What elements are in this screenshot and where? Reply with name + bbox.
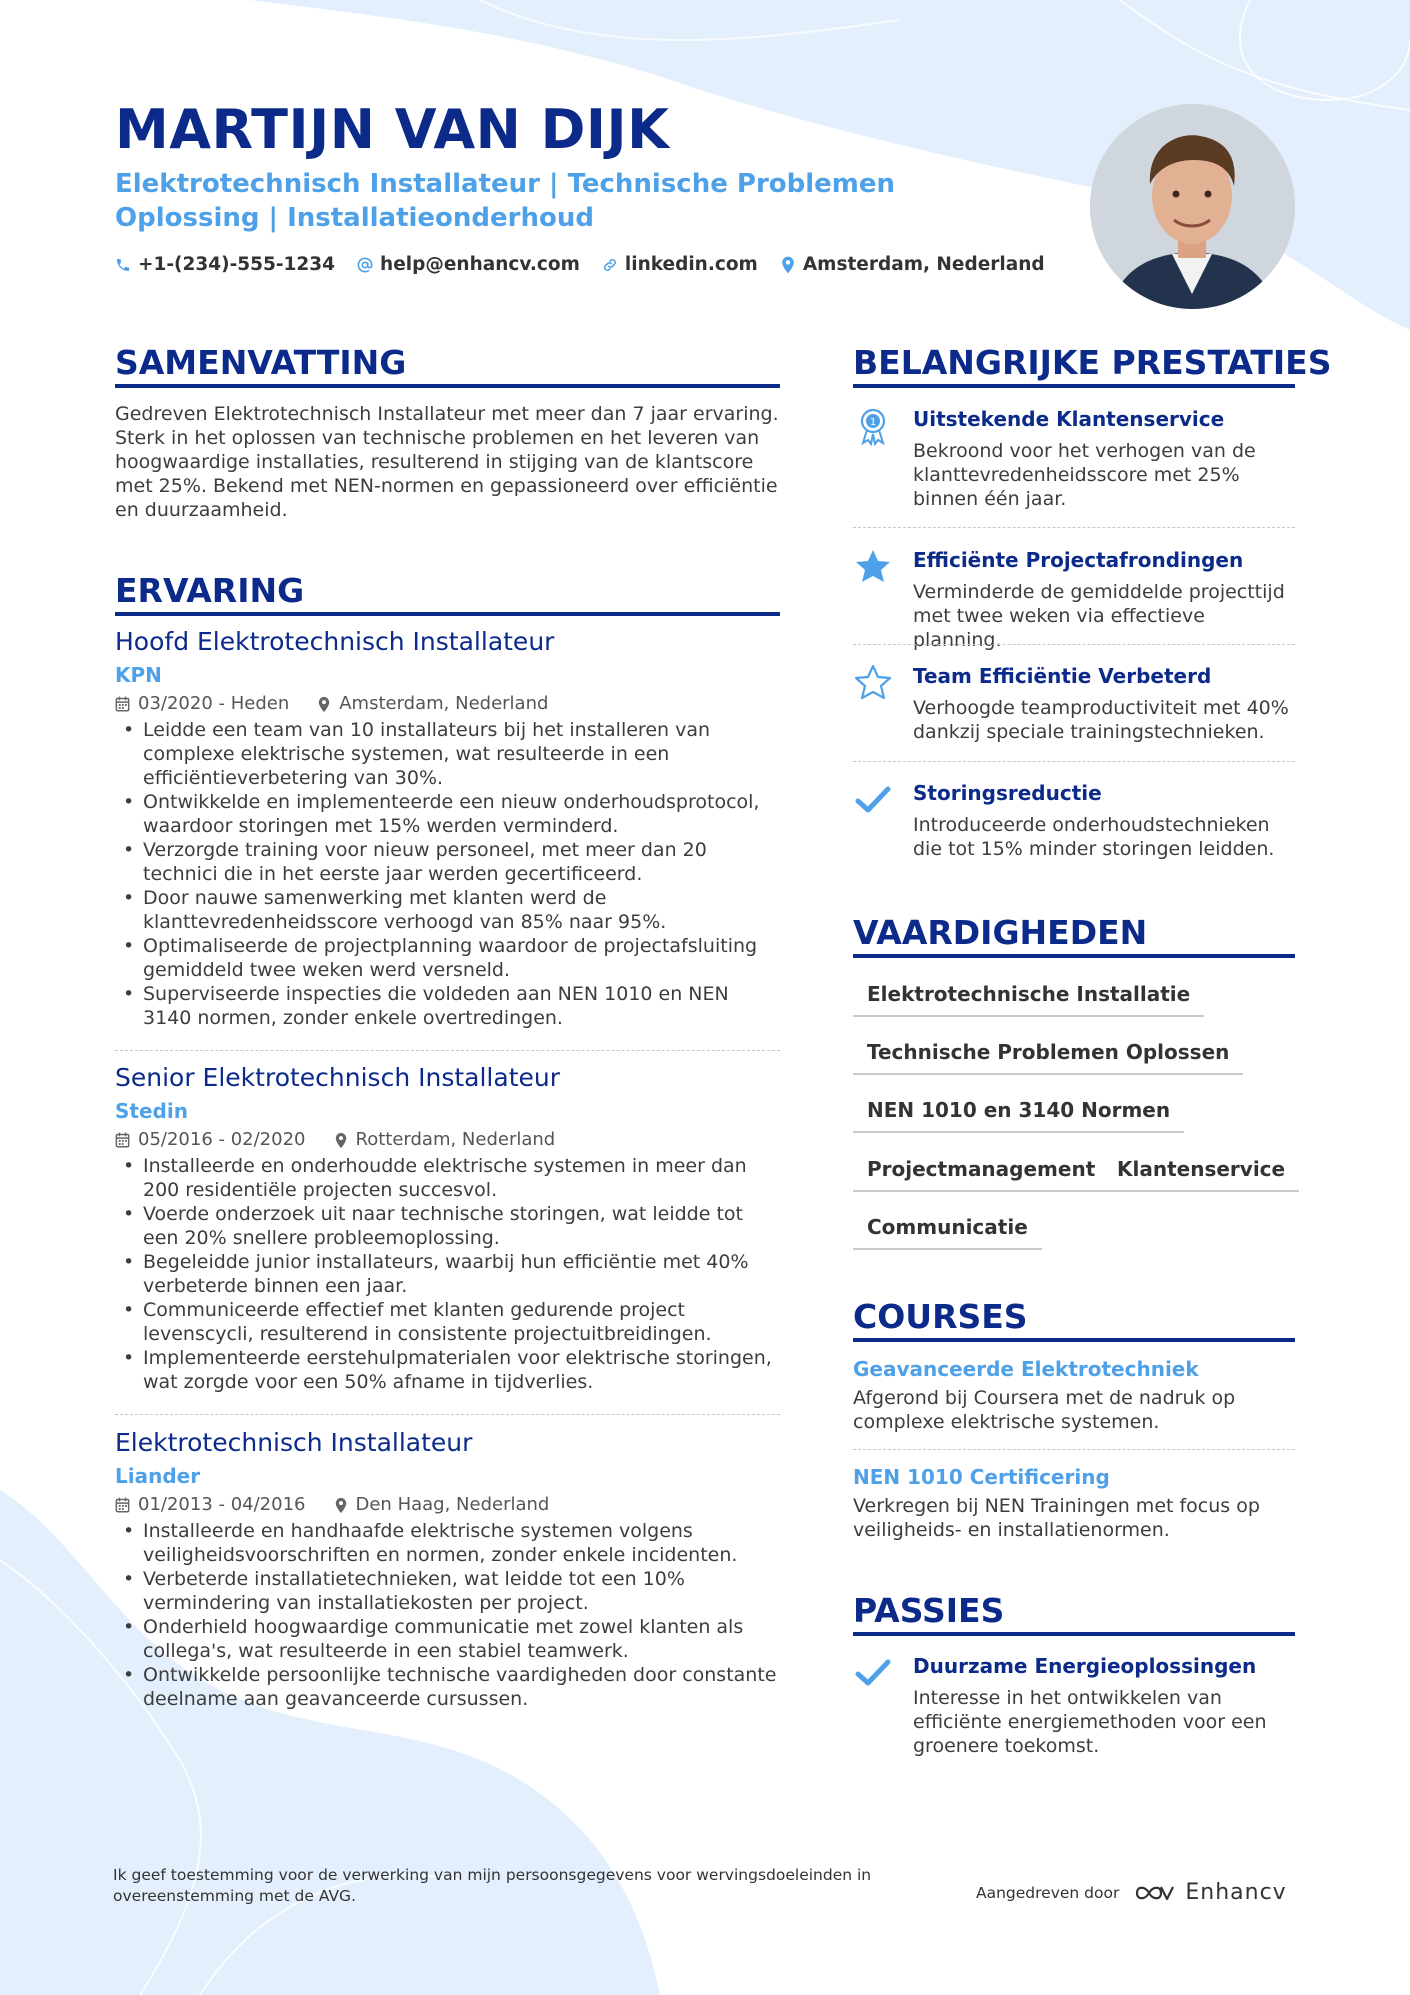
- contact-phone[interactable]: [115, 254, 335, 275]
- phone-text: +1-(234)-555-1234: [138, 254, 336, 275]
- job-bullet: • Onderhield hoogwaardige communicatie met zowel klanten als collega's, wat resulteerde in een stabiel teamwerk.: [115, 1615, 780, 1663]
- job-entry: [115, 626, 780, 1030]
- job-location: Rotterdam, Nederland: [355, 1129, 556, 1150]
- divider: [115, 1050, 780, 1051]
- job-bullet: • Verbeterde installatietechnieken, wat leidde tot een 10% vermindering van installatiekosten per project.: [115, 1567, 780, 1615]
- star-filled-icon: [853, 547, 893, 587]
- job-location: Amsterdam, Nederland: [339, 693, 549, 714]
- job-title: Elektrotechnisch Installateur: [115, 1428, 473, 1457]
- job-period: 01/2013 - 04/2016: [138, 1494, 306, 1515]
- job-meta: [115, 1128, 780, 1152]
- checkmark-icon: [853, 780, 893, 820]
- job-location: Den Haag, Nederland: [355, 1494, 550, 1515]
- contact-bar: [115, 254, 1067, 275]
- courses-rule: [853, 1338, 1295, 1342]
- location-pin-icon: [334, 1497, 348, 1514]
- calendar-icon: [115, 1497, 130, 1513]
- skill-tag: Projectmanagement: [853, 1156, 1109, 1192]
- job-bullet: • Superviseerde inspecties die voldeden aan NEN 1010 en NEN 3140 normen, zonder enkele overtredingen.: [115, 982, 780, 1030]
- experience-heading: ERVARING: [115, 571, 305, 610]
- checkmark-icon: [853, 1653, 893, 1693]
- job-period: 05/2016 - 02/2020: [138, 1129, 306, 1150]
- award-ribbon-icon: [853, 406, 893, 446]
- divider: [853, 1449, 1295, 1450]
- job-bullet: • Optimaliseerde de projectplanning waardoor de projectafsluiting gemiddeld twee weken werd versneld.: [115, 934, 780, 982]
- job-company: Liander: [115, 1464, 201, 1488]
- achievement-title: Efficiënte Projectafrondingen: [913, 548, 1244, 572]
- enhancv-logo[interactable]: [1133, 1880, 1286, 1905]
- skill-tag: Technische Problemen Oplossen: [853, 1039, 1243, 1075]
- job-meta: [115, 1493, 780, 1517]
- location-pin-icon: [334, 1132, 348, 1149]
- summary-text: Gedreven Elektrotechnisch Installateur met meer dan 7 jaar ervaring. Sterk in het oplossen van technische problemen en het leveren van hoogwaardige installaties, resulterend in stijging van de klantscore met 25%. Bekend met NEN-normen en gepassioneerd over efficiëntie en duurzaamheid.: [115, 403, 779, 521]
- course-description: Verkregen bij NEN Trainingen met focus op veiligheids- en installatienormen.: [853, 1495, 1260, 1541]
- at-icon: [357, 257, 373, 273]
- achievement-description: Introduceerde onderhoudstechnieken die tot 15% minder storingen leidden.: [913, 814, 1275, 860]
- achievement-title: Storingsreductie: [913, 781, 1102, 805]
- achievement-description: Verminderde de gemiddelde projecttijd met twee weken via effectieve planning.: [913, 581, 1285, 651]
- powered-by-label: Aangedreven door: [976, 1883, 1120, 1902]
- job-bullet: • Ontwikkelde en implementeerde een nieuw onderhoudsprotocol, waardoor storingen met 15% werden verminderd.: [115, 790, 780, 838]
- job-title: Senior Elektrotechnisch Installateur: [115, 1063, 560, 1092]
- achievement-item: [853, 406, 1295, 511]
- achievement-description: Bekroond voor het verhogen van de klanttevredenheidsscore met 25% binnen één jaar.: [913, 440, 1256, 510]
- skills-rule: [853, 954, 1295, 958]
- location-pin-icon: [780, 256, 796, 274]
- achievement-item: [853, 547, 1295, 652]
- job-bullet: • Voerde onderzoek uit naar technische storingen, wat leidde tot een 20% snellere probleemoplossing.: [115, 1202, 780, 1250]
- job-bullet: • Begeleidde junior installateurs, waarbij hun efficiëntie met 40% verbeterde binnen een jaar.: [115, 1250, 780, 1298]
- job-bullets: [115, 1154, 780, 1394]
- job-period: 03/2020 - Heden: [138, 693, 290, 714]
- candidate-name: MARTIJN VAN DIJK: [115, 98, 670, 161]
- job-location-wrap: [334, 1128, 556, 1152]
- course-item: [853, 1464, 1295, 1542]
- skill-tag: Elektrotechnische Installatie: [853, 981, 1204, 1017]
- candidate-headline: Elektrotechnisch Installateur | Technische Problemen Oplossing | Installatieonderhoud: [115, 169, 896, 233]
- divider: [853, 527, 1295, 528]
- divider: [853, 644, 1295, 645]
- job-bullet: • Ontwikkelde persoonlijke technische vaardigheden door constante deelname aan geavanceerde cursussen.: [115, 1663, 780, 1711]
- achievement-item: [853, 663, 1295, 744]
- profile-photo: [1090, 104, 1295, 309]
- email-text: help@enhancv.com: [380, 254, 580, 275]
- course-description: Afgerond bij Coursera met de nadruk op complexe elektrische systemen.: [853, 1387, 1236, 1433]
- achievements-heading: BELANGRIJKE PRESTATIES: [853, 343, 1332, 382]
- job-location-wrap: [317, 692, 548, 716]
- job-bullet: • Installeerde en onderhoudde elektrische systemen in meer dan 200 residentiële projecten succesvol.: [115, 1154, 780, 1202]
- skill-tag: NEN 1010 en 3140 Normen: [853, 1097, 1184, 1133]
- achievement-description: Verhoogde teamproductiviteit met 40% dankzij speciale trainingstechnieken.: [913, 697, 1289, 743]
- phone-icon: [115, 257, 131, 273]
- job-location-wrap: [334, 1493, 550, 1517]
- job-bullets: [115, 718, 780, 1030]
- job-meta: [115, 692, 780, 716]
- passion-item: [853, 1653, 1295, 1758]
- enhancv-logo-icon: [1133, 1881, 1177, 1905]
- job-entry: [115, 1062, 780, 1394]
- passion-description: Interesse in het ontwikkelen van efficiënte energiemethoden voor een groenere toekomst.: [913, 1687, 1267, 1757]
- divider: [853, 761, 1295, 762]
- contact-location: [780, 254, 1045, 275]
- job-bullet: • Leidde een team van 10 installateurs bij het installeren van complexe elektrische systemen, wat resulteerde in een efficiëntieverbetering van 30%.: [115, 718, 780, 790]
- experience-rule: [115, 612, 780, 616]
- job-bullet: • Installeerde en handhaafde elektrische systemen volgens veiligheidsvoorschriften en normen, zonder enkele incidenten.: [115, 1519, 780, 1567]
- course-item: [853, 1356, 1295, 1434]
- job-company: KPN: [115, 663, 162, 687]
- skill-tag: Klantenservice: [1103, 1156, 1299, 1192]
- job-bullet: • Verzorgde training voor nieuw personeel, met meer dan 20 technici die in het eerste jaar werden gecertificeerd.: [115, 838, 780, 886]
- achievement-item: [853, 780, 1295, 861]
- enhancv-wordmark: Enhancv: [1185, 1880, 1287, 1905]
- divider: [115, 1414, 780, 1415]
- passions-rule: [853, 1632, 1295, 1636]
- achievements-rule: [853, 384, 1295, 388]
- powered-by: [976, 1880, 1287, 1905]
- job-bullet: • Implementeerde eerstehulpmaterialen voor elektrische storingen, wat zorgde voor een 50% afname in tijdverlies.: [115, 1346, 780, 1394]
- contact-linkedin[interactable]: [602, 254, 758, 275]
- passions-heading: PASSIES: [853, 1591, 1005, 1630]
- job-bullets: [115, 1519, 780, 1711]
- svg-text:1: 1: [869, 417, 877, 428]
- star-outline-icon: [853, 663, 893, 703]
- link-icon: [602, 257, 618, 273]
- job-title: Hoofd Elektrotechnisch Installateur: [115, 627, 555, 656]
- achievement-title: Uitstekende Klantenservice: [913, 407, 1225, 431]
- course-title: Geavanceerde Elektrotechniek: [853, 1357, 1199, 1381]
- job-company: Stedin: [115, 1099, 188, 1123]
- summary-rule: [115, 384, 780, 388]
- location-text: Amsterdam, Nederland: [802, 254, 1045, 275]
- calendar-icon: [115, 1132, 130, 1148]
- skills-heading: VAARDIGHEDEN: [853, 913, 1148, 952]
- course-title: NEN 1010 Certificering: [853, 1465, 1110, 1489]
- calendar-icon: [115, 696, 130, 712]
- passion-title: Duurzame Energieoplossingen: [913, 1654, 1257, 1678]
- job-bullet: • Door nauwe samenwerking met klanten werd de klanttevredenheidsscore verhoogd van 85% naar 95%.: [115, 886, 780, 934]
- courses-heading: COURSES: [853, 1297, 1028, 1336]
- summary-heading: SAMENVATTING: [115, 343, 407, 382]
- job-entry: [115, 1427, 780, 1711]
- location-pin-icon: [317, 696, 331, 713]
- linkedin-text: linkedin.com: [624, 254, 758, 275]
- job-bullet: • Communiceerde effectief met klanten gedurende project levenscycli, resulterend in consistente projectuitbreidingen.: [115, 1298, 780, 1346]
- achievement-title: Team Efficiëntie Verbeterd: [913, 664, 1212, 688]
- gdpr-consent: Ik geef toestemming voor de verwerking van mijn persoonsgegevens voor wervingsdoeleinden in overeenstemming met de AVG.: [113, 1866, 872, 1905]
- contact-email[interactable]: [357, 254, 580, 275]
- skill-tag: Communicatie: [853, 1214, 1042, 1250]
